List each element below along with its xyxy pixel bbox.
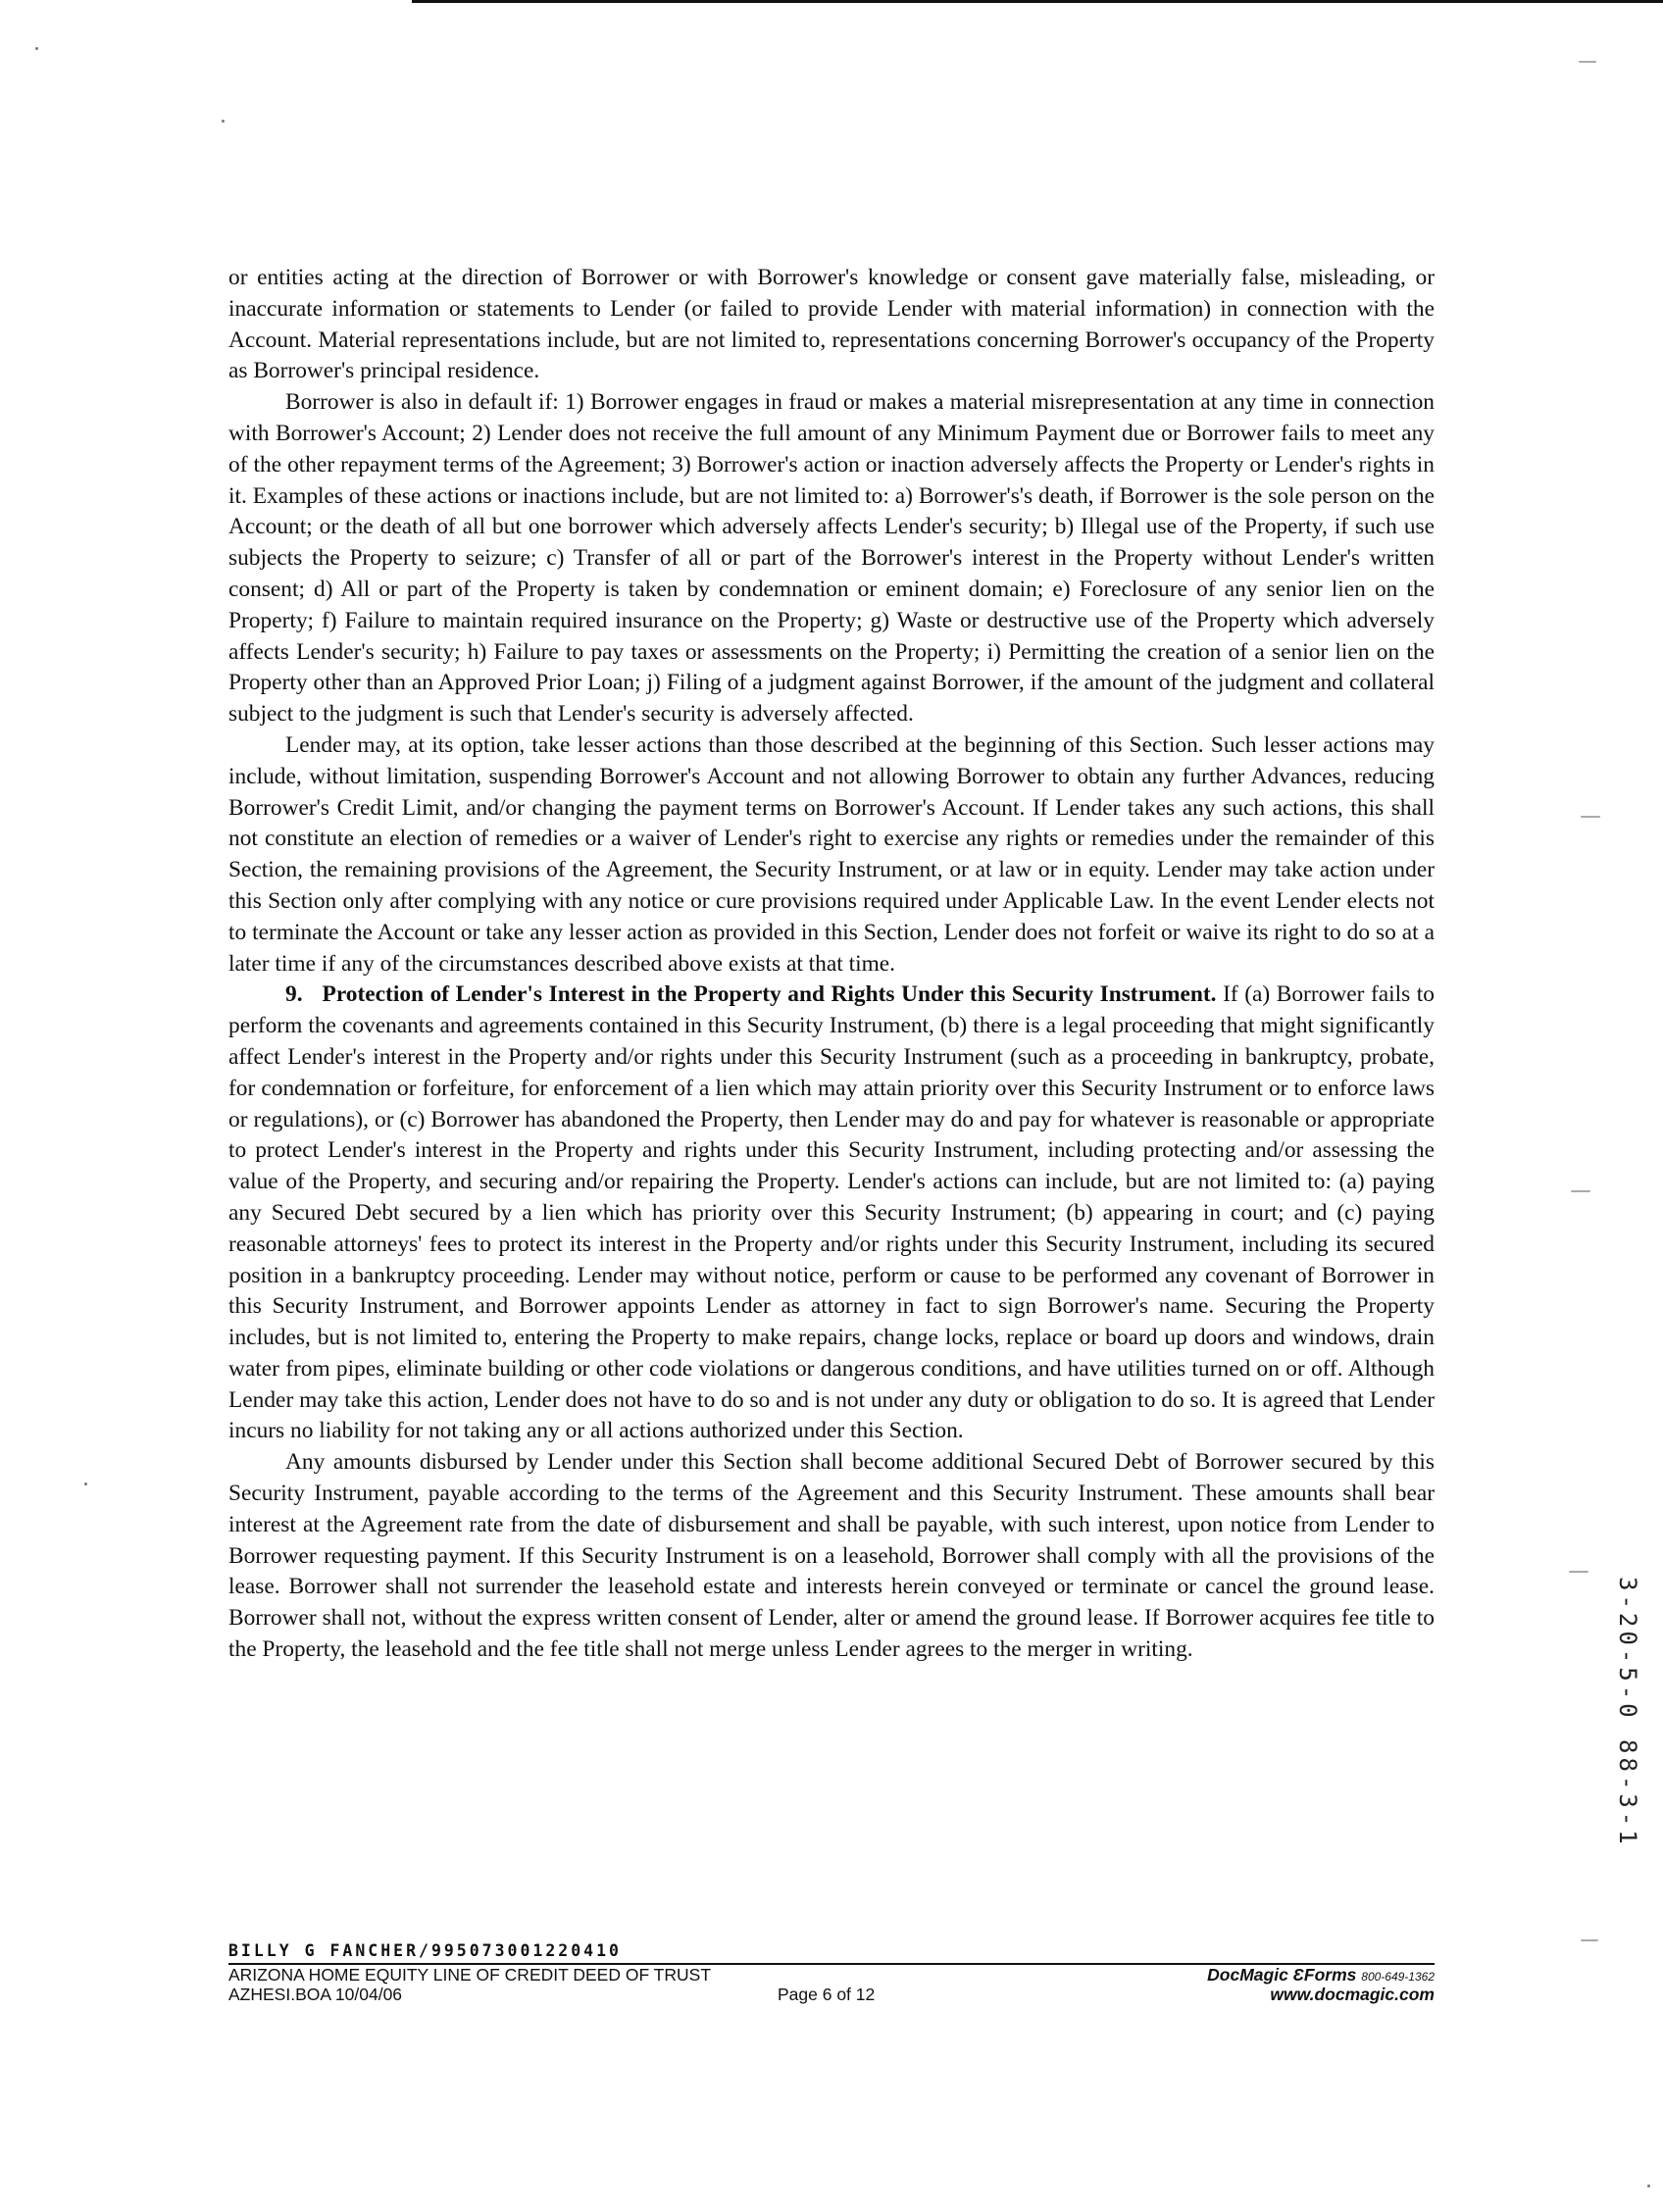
recording-number: 3-20-5-0 88-3-1 bbox=[1614, 1577, 1641, 1848]
form-code: AZHESI.BOA 10/04/06 bbox=[228, 1985, 403, 2004]
section-9-title: Protection of Lender's Interest in the Property and Rights Under this Security Instrument. bbox=[322, 981, 1217, 1008]
scan-speck bbox=[1569, 1571, 1588, 1573]
recording-stamp bbox=[1614, 1577, 1641, 1848]
scan-speck bbox=[84, 1483, 87, 1485]
borrower-loan-id: BILLY G FANCHER/995073001220410 bbox=[228, 1941, 622, 1960]
footer-row-1 bbox=[228, 1965, 1435, 1985]
scan-speck bbox=[35, 47, 38, 50]
scan-speck bbox=[1579, 61, 1596, 63]
paragraph-disbursed-amounts: Any amounts disbursed by Lender under this Section shall become additional Secured Debt of Borrower secured by this Security Instrument, payable according to the terms of the Agreement and this Security Instrument. These amounts shall bear interest at the Agreement rate from the date of disbursement and shall be payable, with such interest, upon notice from Lender to Borrower requesting payment. If this Security Instrument is on a leasehold, Borrower shall comply with all the provisions of the lease. Borrower shall not surrender the leasehold estate and interests herein conveyed or terminate or cancel the ground lease. Borrower shall not, without the express written consent of Lender, alter or amend the ground lease. If Borrower acquires fee title to the Property, the leasehold and the fee title shall not merge unless Lender agrees to the merger in writing. bbox=[228, 1449, 1435, 1663]
scan-speck bbox=[1647, 2185, 1650, 2187]
top-edge-rule bbox=[412, 0, 1663, 3]
vendor-name bbox=[1207, 1965, 1435, 1986]
paragraph-lesser-actions: Lender may, at its option, take lesser actions than those described at the beginning of this Section. Such lesser actions may include, without limitation, suspending Borrower's Account and not allowing Borrower to obtain any further Advances, reducing Borrower's Credit Limit, and/or changing the payment terms on Borrower's Account. If Lender takes any such actions, this shall not constitute an election of remedies or a waiver of Lender's right to exercise any rights or remedies under the remainder of this Section, the remaining provisions of the Agreement, the Security Instrument, or at law or in equity. Lender may take action under this Section only after complying with any notice or cure provisions required under Applicable Law. In the event Lender elects not to terminate the Account or take any lesser action as provided in this Section, Lender does not forfeit or waive its right to do so at a later time if any of the circumstances described above exists at that time. bbox=[228, 731, 1435, 977]
paragraph-continuation: or entities acting at the direction of Borrower or with Borrower's knowledge or consent gave materially false, misleading, or inaccurate information or statements to Lender (or failed to provide Lender with material information) in connection with the Account. Material representations include, but are not limited to, representations concerning Borrower's occupancy of the Property as Borrower's principal residence. bbox=[228, 265, 1435, 384]
section-9-body: If (a) Borrower fails to perform the covenants and agreements contained in this Security Instrument, (b) there is a legal proceeding that might significantly affect Lender's interest in the Property and/or rights under this Security Instrument (such as a proceeding in bankruptcy, probate, for condemnation or forfeiture, for enforcement of a lien which may attain priority over this Security Instrument or to enforce laws or regulations), or (c) Borrower has abandoned the Property, then Lender may do and pay for whatever is reasonable or appropriate to protect Lender's interest in the Property and rights under this Security Instrument, including protecting and/or assessing the value of the Property, and securing and/or repairing the Property. Lender's actions can include, but are not limited to: (a) paying any Secured Debt secured by a lien which has priority over this Security Instrument; (b) appearing in court; and (c) paying reasonable attorneys' fees to protect its interest in the Property and/or rights under this Security Instrument, including its secured position in a bankruptcy proceeding. Lender may without notice, perform or cause to be performed any covenant of Borrower in this Security Instrument, and Borrower appoints Lender as attorney in fact to sign Borrower's name. Securing the Property includes, but is not limited to, entering the Property to make repairs, change locks, replace or board up doors and windows, drain water from pipes, eliminate building or other code violations or dangerous conditions, and have utilities turned on or off. Although Lender may take this action, Lender does not have to do so and is not under any duty or obligation to do so. It is agreed that Lender incurs no liability for not taking any or all actions authorized under this Section. bbox=[228, 981, 1435, 1444]
scan-speck bbox=[222, 120, 225, 123]
document-body bbox=[228, 263, 1435, 1666]
vendor-url: www.docmagic.com bbox=[1270, 1985, 1435, 2004]
form-title: ARIZONA HOME EQUITY LINE OF CREDIT DEED OF TRUST bbox=[228, 1965, 712, 1985]
vendor-phone: 800-649-1362 bbox=[1361, 1970, 1435, 1984]
scan-speck bbox=[1581, 816, 1600, 818]
section-9-paragraph bbox=[228, 980, 1435, 1447]
scan-speck bbox=[1581, 1939, 1598, 1941]
page-footer bbox=[228, 1940, 1435, 2004]
vendor-brand: DocMagic ƐForms bbox=[1207, 1965, 1357, 1985]
footer-row-2 bbox=[228, 1985, 1435, 2004]
scan-speck bbox=[1571, 1190, 1590, 1192]
paragraph-default-conditions: Borrower is also in default if: 1) Borrower engages in fraud or makes a material misrepresentation at any time in connection with Borrower's Account; 2) Lender does not receive the full amount of any Minimum Payment due or Borrower fails to meet any of the other repayment terms of the Agreement; 3) Borrower's action or inaction adversely affects the Property or Lender's rights in it. Examples of these actions or inactions include, but are not limited to: a) Borrower's's death, if Borrower is the sole person on the Account; or the death of all but one borrower which adversely affects Lender's security; b) Illegal use of the Property, if such use subjects the Property to seizure; c) Transfer of all or part of the Borrower's interest in the Property without Lender's written consent; d) All or part of the Property is taken by condemnation or eminent domain; e) Foreclosure of any senior lien on the Property; f) Failure to maintain required insurance on the Property; g) Waste or destructive use of the Property which adversely affects Lender's security; h) Failure to pay taxes or assessments on the Property; i) Permitting the creation of a senior lien on the Property other than an Approved Prior Loan; j) Filing of a judgment against Borrower, if the amount of the judgment and collateral subject to the judgment is such that Lender's security is adversely affected. bbox=[228, 389, 1435, 728]
page-number: Page 6 of 12 bbox=[778, 1985, 876, 2004]
section-9-number: 9. bbox=[285, 981, 303, 1008]
